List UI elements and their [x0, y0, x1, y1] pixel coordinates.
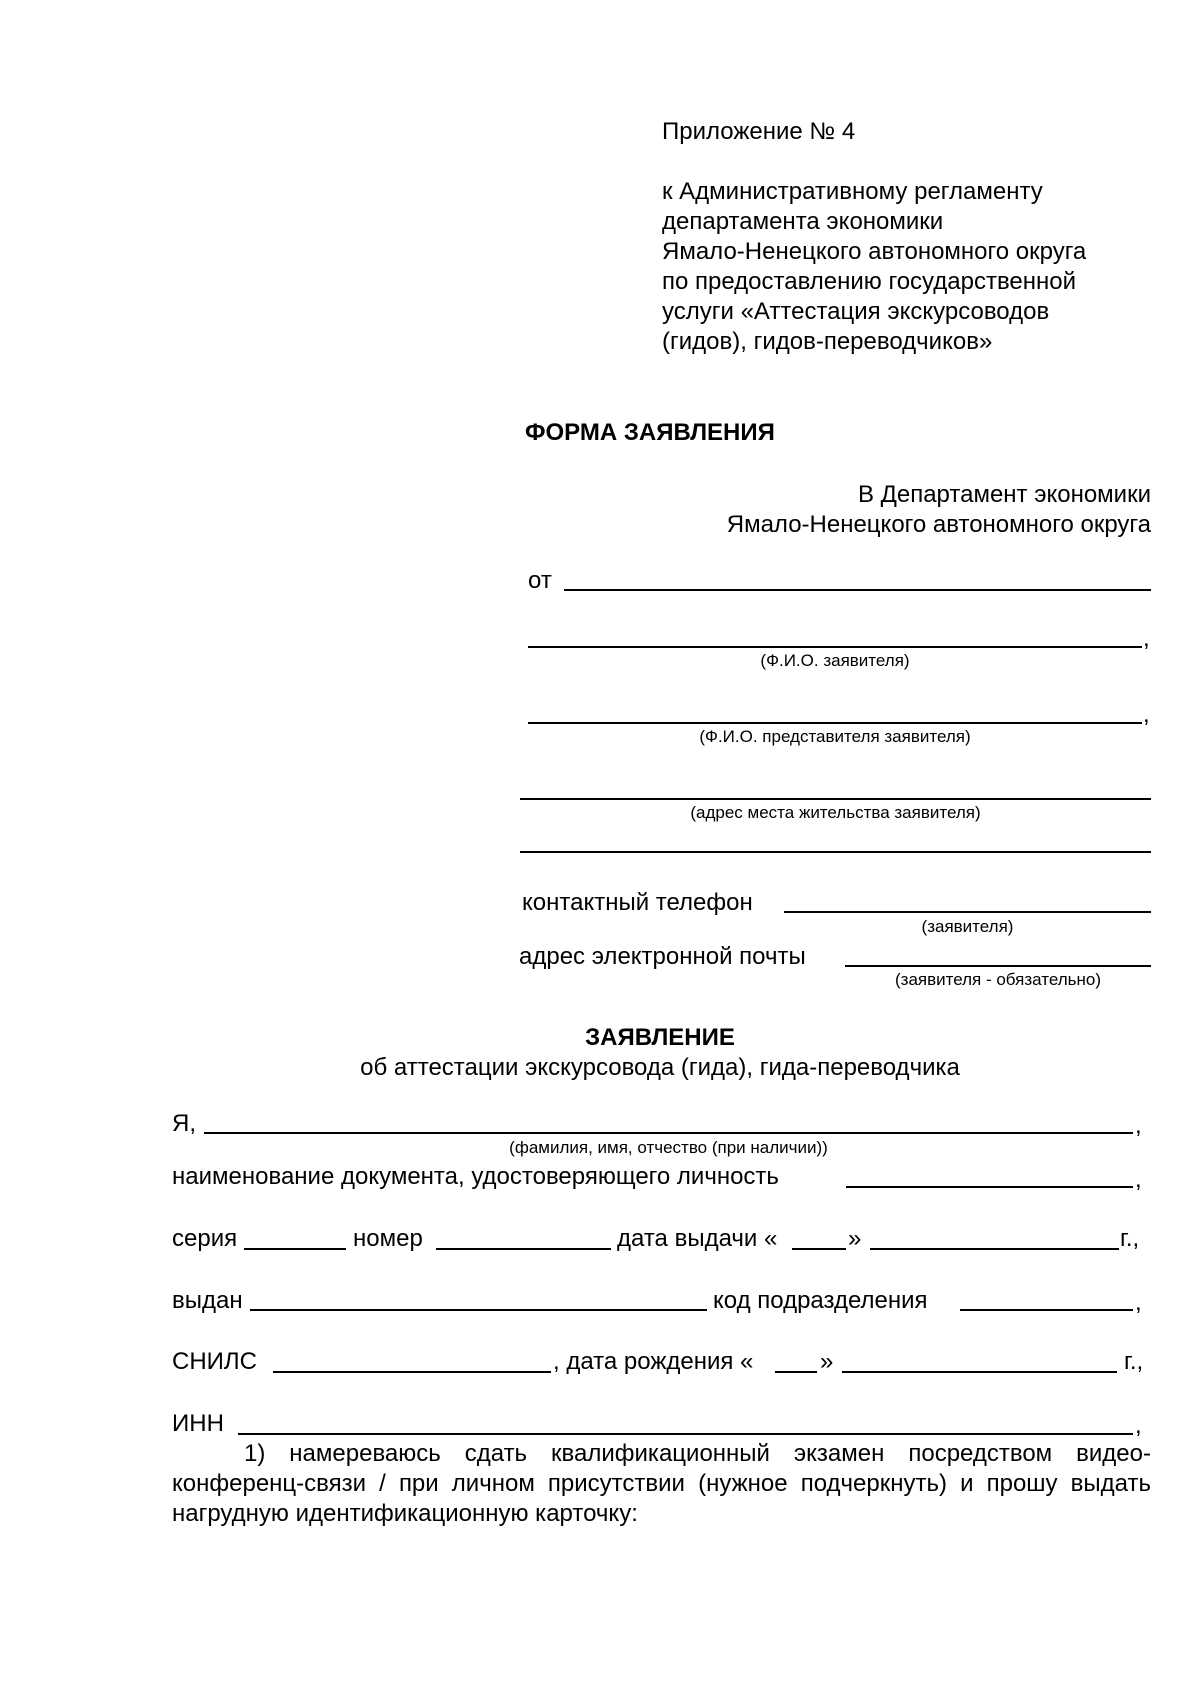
- i-label: Я,: [172, 1110, 196, 1137]
- birth-year-suffix: г.,: [1124, 1348, 1144, 1375]
- snils-label: СНИЛС: [172, 1348, 257, 1375]
- full-name-comma: ,: [1135, 1112, 1142, 1139]
- inn-label: ИНН: [172, 1410, 224, 1437]
- issue-day-line[interactable]: [792, 1248, 846, 1250]
- applicant-comma: ,: [1143, 625, 1150, 652]
- phone-label: контактный телефон: [522, 889, 753, 916]
- issue-month-year-line[interactable]: [870, 1248, 1119, 1250]
- issued-by-line[interactable]: [250, 1309, 707, 1311]
- email-caption: (заявителя - обязательно): [894, 970, 1102, 989]
- birth-quote-close: »: [820, 1348, 834, 1375]
- division-code-line[interactable]: [960, 1309, 1133, 1311]
- statement-subtitle: об аттестации экскурсовода (гида), гида-переводчика: [360, 1054, 960, 1081]
- applicant-name-line[interactable]: [528, 646, 1142, 648]
- appendix-number: Приложение № 4: [662, 118, 856, 145]
- representative-comma: ,: [1143, 701, 1150, 728]
- appendix-line-1: к Административному регламенту: [662, 178, 1043, 205]
- inn-comma: ,: [1135, 1412, 1142, 1439]
- address-caption: (адрес места жительства заявителя): [690, 803, 981, 822]
- email-label: адрес электронной почты: [519, 943, 806, 970]
- series-line[interactable]: [244, 1248, 346, 1250]
- number-label: номер: [353, 1225, 423, 1252]
- applicant-caption: (Ф.И.О. заявителя): [760, 651, 910, 670]
- full-name-line[interactable]: [204, 1132, 1133, 1134]
- doc-comma: ,: [1135, 1166, 1142, 1193]
- issued-by-label: выдан: [172, 1287, 243, 1314]
- series-label: серия: [172, 1225, 238, 1252]
- number-line[interactable]: [436, 1248, 611, 1250]
- doc-line[interactable]: [846, 1186, 1133, 1188]
- division-comma: ,: [1135, 1289, 1142, 1316]
- representative-name-line[interactable]: [528, 722, 1142, 724]
- appendix-line-2: департамента экономики: [662, 208, 944, 235]
- appendix-line-3: Ямало-Ненецкого автономного округа: [662, 238, 1087, 265]
- birth-month-year-line[interactable]: [842, 1371, 1117, 1373]
- statement-title: ЗАЯВЛЕНИЕ: [585, 1024, 735, 1051]
- birth-date-label: , дата рождения «: [553, 1348, 754, 1375]
- issue-quote-close: »: [848, 1225, 862, 1252]
- division-code-label: код подразделения: [713, 1287, 928, 1314]
- issue-date-label: дата выдачи «: [617, 1225, 778, 1252]
- birth-day-line[interactable]: [775, 1371, 817, 1373]
- phone-caption: (заявителя): [921, 917, 1014, 936]
- full-name-caption: (фамилия, имя, отчество (при наличии)): [509, 1138, 828, 1157]
- from-label: от: [528, 567, 552, 594]
- issue-year-suffix: г.,: [1120, 1225, 1140, 1252]
- paragraph-1: 1) намереваюсь сдать квалификационный экзамен посредством видео-конференц-связи / при личном присутствии (нужное подчеркнуть) и прошу выдать нагрудную идентификационную карточку:: [172, 1440, 1151, 1527]
- addressee-line-1: В Департамент экономики: [857, 481, 1151, 508]
- address-line-1[interactable]: [520, 798, 1151, 800]
- phone-line[interactable]: [784, 911, 1151, 913]
- address-line-2[interactable]: [520, 851, 1151, 853]
- from-line[interactable]: [564, 589, 1151, 591]
- snils-line[interactable]: [273, 1371, 551, 1373]
- doc-label: наименование документа, удостоверяющего личность: [172, 1163, 779, 1190]
- email-line[interactable]: [845, 965, 1151, 967]
- addressee-line-2: Ямало-Ненецкого автономного округа: [726, 511, 1151, 538]
- appendix-line-5: услуги «Аттестация экскурсоводов: [662, 298, 1050, 325]
- appendix-line-6: (гидов), гидов-переводчиков»: [662, 328, 993, 355]
- appendix-line-4: по предоставлению государственной: [662, 268, 1077, 295]
- form-title: ФОРМА ЗАЯВЛЕНИЯ: [525, 419, 775, 446]
- representative-caption: (Ф.И.О. представителя заявителя): [699, 727, 971, 746]
- inn-line[interactable]: [238, 1433, 1133, 1435]
